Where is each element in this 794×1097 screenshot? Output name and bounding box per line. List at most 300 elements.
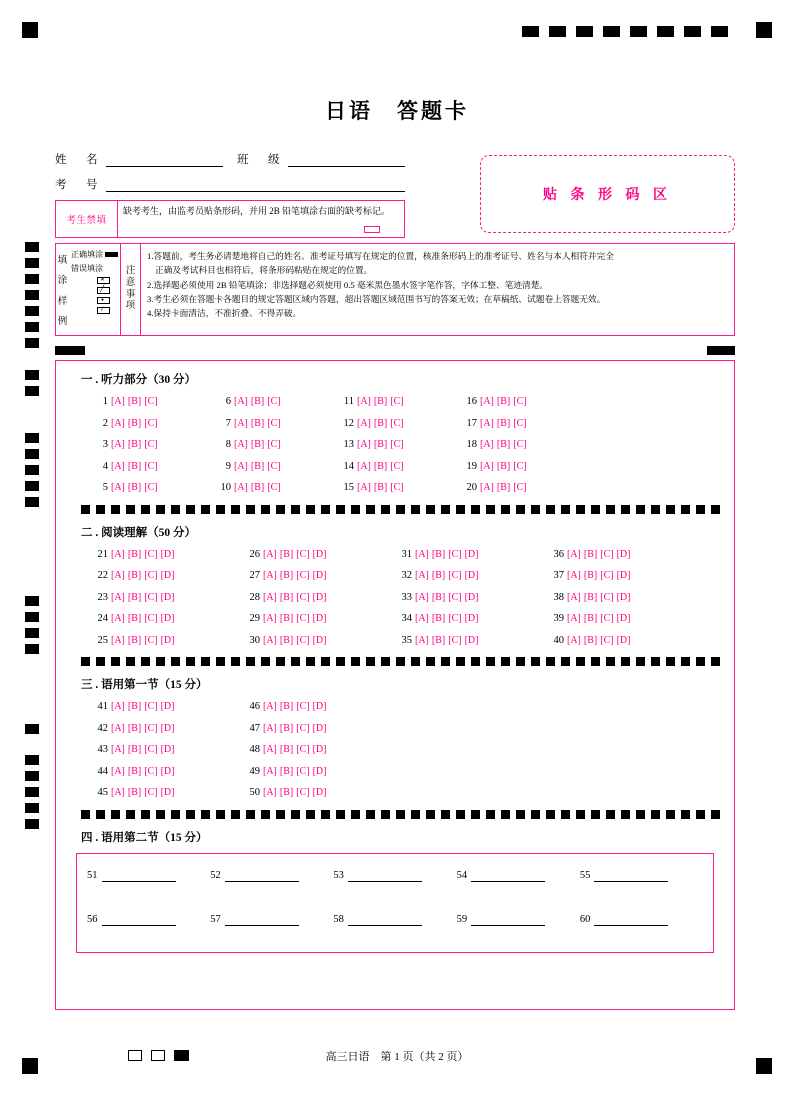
class-input[interactable] (288, 153, 406, 167)
option-bubble[interactable]: [C] (144, 613, 158, 625)
writing-item-line[interactable] (594, 870, 668, 882)
option-bubble[interactable]: [B] (583, 591, 598, 603)
option-bubble[interactable]: [C] (296, 744, 310, 756)
option-bubble[interactable]: [B] (127, 417, 142, 429)
question-45 (92, 787, 244, 798)
question-6 (215, 396, 338, 407)
writing-item-57 (210, 914, 333, 958)
option-bubble[interactable]: [A] (567, 591, 581, 603)
option-bubble[interactable]: [D] (616, 634, 631, 646)
option-bubble[interactable]: [C] (448, 634, 462, 646)
option-bubble[interactable]: [D] (616, 591, 631, 603)
fill-sample (56, 244, 121, 335)
option-bubble[interactable]: [D] (312, 591, 327, 603)
separator-square (591, 657, 600, 666)
option-bubble[interactable]: [B] (279, 548, 294, 560)
option-bubble[interactable]: [C] (267, 460, 281, 472)
option-bubble[interactable]: [B] (279, 722, 294, 734)
option-bubble[interactable]: [B] (250, 396, 265, 408)
separator-square (666, 810, 675, 819)
answer-grid-listening[interactable] (56, 391, 734, 499)
option-bubble[interactable]: [A] (567, 634, 581, 646)
question-34 (396, 613, 548, 624)
separator-square (381, 505, 390, 514)
option-bubble[interactable]: [A] (263, 570, 277, 582)
question-27 (244, 570, 396, 581)
question-number: 37 (553, 570, 564, 582)
option-bubble[interactable]: [A] (111, 722, 125, 734)
question-23 (92, 592, 244, 603)
option-bubble[interactable]: [B] (127, 701, 142, 713)
option-bubble[interactable]: [B] (127, 570, 142, 582)
option-bubble[interactable]: [C] (267, 396, 281, 408)
page-title: 日语 答题卡 (325, 99, 469, 123)
barcode-paste-zone: 贴 条 形 码 区 (480, 155, 735, 233)
option-bubble[interactable]: [B] (496, 417, 511, 429)
option-bubble[interactable]: [C] (144, 482, 158, 494)
option-bubble[interactable]: [B] (127, 744, 142, 756)
writing-item-58 (333, 914, 456, 958)
option-bubble[interactable]: [B] (279, 787, 294, 799)
option-bubble[interactable]: [C] (448, 591, 462, 603)
separator-square (216, 657, 225, 666)
option-bubble[interactable]: [D] (160, 701, 175, 713)
separator-square (591, 505, 600, 514)
option-bubble[interactable]: [B] (279, 591, 294, 603)
option-bubble[interactable]: [C] (267, 482, 281, 494)
option-bubble[interactable]: [B] (583, 613, 598, 625)
option-bubble[interactable]: [A] (263, 701, 277, 713)
option-bubble[interactable]: [C] (448, 613, 462, 625)
option-bubble[interactable]: [C] (144, 591, 158, 603)
question-number: 31 (401, 548, 412, 560)
writing-item-line[interactable] (225, 870, 299, 882)
name-input[interactable] (106, 153, 224, 167)
option-bubble[interactable]: [C] (144, 765, 158, 777)
option-bubble[interactable]: [A] (480, 482, 494, 494)
separator-square (366, 810, 375, 819)
writing-item-line[interactable] (102, 870, 176, 882)
question-number: 12 (343, 417, 354, 429)
option-bubble[interactable]: [D] (616, 570, 631, 582)
separator-square (201, 657, 210, 666)
option-bubble[interactable]: [A] (263, 613, 277, 625)
option-bubble[interactable]: [B] (279, 613, 294, 625)
option-bubble[interactable]: [B] (127, 787, 142, 799)
option-bubble[interactable]: [C] (144, 396, 158, 408)
question-number: 8 (225, 439, 231, 451)
option-bubble[interactable]: [A] (111, 396, 125, 408)
option-bubble[interactable]: [B] (373, 396, 388, 408)
question-number: 10 (220, 482, 231, 494)
answer-row (92, 413, 734, 435)
option-bubble[interactable]: [B] (431, 634, 446, 646)
option-bubble[interactable]: [B] (431, 613, 446, 625)
option-bubble[interactable]: [C] (144, 460, 158, 472)
separator-square (456, 657, 465, 666)
writing-item-number: 59 (456, 913, 468, 925)
question-number: 16 (466, 396, 477, 408)
separator-square (141, 810, 150, 819)
option-bubble[interactable]: [C] (513, 417, 527, 429)
option-bubble[interactable]: [C] (390, 460, 404, 472)
writing-item-line[interactable] (225, 914, 299, 926)
option-bubble[interactable]: [A] (567, 570, 581, 582)
option-bubble[interactable]: [A] (111, 482, 125, 494)
option-bubble[interactable]: [C] (296, 787, 310, 799)
option-bubble[interactable]: [C] (390, 417, 404, 429)
option-bubble[interactable]: [A] (480, 417, 494, 429)
option-bubble[interactable]: [C] (390, 482, 404, 494)
option-bubble[interactable]: [C] (144, 787, 158, 799)
option-bubble[interactable]: [C] (296, 570, 310, 582)
option-bubble[interactable]: [B] (431, 591, 446, 603)
option-bubble[interactable]: [C] (296, 765, 310, 777)
separator-square (441, 810, 450, 819)
separator-square (681, 505, 690, 514)
separator-square (261, 657, 270, 666)
timing-mark-left (25, 465, 39, 475)
answer-grid-reading[interactable] (56, 544, 734, 652)
answer-grid-usage-1[interactable] (56, 696, 734, 804)
option-bubble[interactable]: [D] (464, 613, 479, 625)
option-bubble[interactable]: [D] (160, 722, 175, 734)
option-bubble[interactable]: [C] (144, 722, 158, 734)
option-bubble[interactable]: [B] (279, 744, 294, 756)
option-bubble[interactable]: [A] (111, 634, 125, 646)
separator-square (696, 505, 705, 514)
writing-answer-box[interactable] (76, 853, 714, 953)
question-number: 6 (225, 396, 231, 408)
question-15 (338, 482, 461, 493)
option-bubble[interactable]: [B] (279, 570, 294, 582)
option-bubble[interactable]: [B] (373, 482, 388, 494)
section-separator (56, 505, 734, 514)
question-10 (215, 482, 338, 493)
timing-mark-left (25, 306, 39, 316)
timing-mark-left (25, 787, 39, 797)
option-bubble[interactable]: [C] (296, 548, 310, 560)
separator-square (411, 657, 420, 666)
option-bubble[interactable]: [A] (415, 634, 429, 646)
timing-mark-top (576, 26, 593, 37)
option-bubble[interactable]: [B] (127, 482, 142, 494)
option-bubble[interactable]: [A] (111, 417, 125, 429)
separator-square (201, 810, 210, 819)
option-bubble[interactable]: [D] (160, 765, 175, 777)
option-bubble[interactable]: [B] (127, 634, 142, 646)
option-bubble[interactable]: [B] (127, 765, 142, 777)
option-bubble[interactable]: [C] (448, 570, 462, 582)
question-number: 36 (553, 548, 564, 560)
option-bubble[interactable]: [B] (250, 417, 265, 429)
option-bubble[interactable]: [A] (111, 613, 125, 625)
option-bubble[interactable]: [D] (160, 591, 175, 603)
separator-square (81, 505, 90, 514)
writing-item-number: 58 (333, 913, 344, 925)
option-bubble[interactable]: [D] (160, 570, 175, 582)
separator-square (306, 505, 315, 514)
option-bubble[interactable]: [D] (464, 634, 479, 646)
option-bubble[interactable]: [A] (111, 701, 125, 713)
option-bubble[interactable]: [B] (127, 396, 142, 408)
question-number: 13 (343, 439, 354, 451)
option-bubble[interactable]: [B] (127, 548, 142, 560)
option-bubble[interactable]: [D] (312, 548, 327, 560)
option-bubble[interactable]: [A] (415, 591, 429, 603)
option-bubble[interactable]: [C] (600, 548, 614, 560)
separator-square (186, 505, 195, 514)
option-bubble[interactable]: [A] (111, 439, 125, 451)
option-bubble[interactable]: [C] (600, 634, 614, 646)
separator-square (126, 657, 135, 666)
option-bubble[interactable]: [C] (390, 396, 404, 408)
writing-item-number: 54 (456, 869, 468, 881)
option-bubble[interactable]: [B] (431, 570, 446, 582)
option-bubble[interactable]: [B] (279, 634, 294, 646)
option-bubble[interactable]: [C] (296, 613, 310, 625)
option-bubble[interactable]: [C] (600, 591, 614, 603)
option-bubble[interactable]: [A] (357, 396, 371, 408)
option-bubble[interactable]: [A] (234, 482, 248, 494)
option-bubble[interactable]: [C] (144, 417, 158, 429)
question-25 (92, 635, 244, 646)
option-bubble[interactable]: [C] (296, 634, 310, 646)
question-14 (338, 461, 461, 472)
writing-item-line[interactable] (471, 870, 545, 882)
option-bubble[interactable]: [B] (583, 548, 598, 560)
question-number: 41 (97, 701, 108, 713)
option-bubble[interactable]: [C] (296, 701, 310, 713)
option-bubble[interactable]: [C] (144, 570, 158, 582)
option-bubble[interactable]: [A] (567, 548, 581, 560)
question-44 (92, 766, 244, 777)
option-bubble[interactable]: [B] (279, 765, 294, 777)
option-bubble[interactable]: [A] (357, 417, 371, 429)
option-bubble[interactable]: [B] (583, 570, 598, 582)
option-bubble[interactable]: [D] (464, 591, 479, 603)
option-bubble[interactable]: [A] (234, 417, 248, 429)
option-bubble[interactable]: [A] (263, 787, 277, 799)
separator-square (576, 810, 585, 819)
answer-row (92, 391, 734, 413)
writing-item-line[interactable] (471, 914, 545, 926)
option-bubble[interactable]: [A] (415, 613, 429, 625)
timing-mark-left (25, 370, 39, 380)
option-bubble[interactable]: [A] (415, 548, 429, 560)
option-bubble[interactable]: [D] (160, 787, 175, 799)
option-bubble[interactable]: [D] (160, 548, 175, 560)
option-bubble[interactable]: [A] (567, 613, 581, 625)
frame-mark-right (707, 346, 735, 355)
question-31 (396, 549, 548, 560)
option-bubble[interactable]: [A] (357, 460, 371, 472)
writing-item-line[interactable] (102, 914, 176, 926)
option-bubble[interactable]: [B] (250, 439, 265, 451)
separator-square (276, 505, 285, 514)
option-bubble[interactable]: [A] (263, 722, 277, 734)
option-bubble[interactable]: [B] (373, 417, 388, 429)
option-bubble[interactable]: [C] (513, 396, 527, 408)
option-bubble[interactable]: [D] (312, 787, 327, 799)
option-bubble[interactable]: [A] (357, 439, 371, 451)
separator-square (111, 505, 120, 514)
option-bubble[interactable]: [D] (312, 722, 327, 734)
option-bubble[interactable]: [D] (160, 634, 175, 646)
option-bubble[interactable]: [D] (312, 570, 327, 582)
option-bubble[interactable]: [C] (296, 591, 310, 603)
option-bubble[interactable]: [D] (616, 548, 631, 560)
option-bubble[interactable]: [D] (160, 613, 175, 625)
option-bubble[interactable]: [A] (111, 765, 125, 777)
option-bubble[interactable]: [D] (312, 613, 327, 625)
writing-item-51 (87, 870, 210, 914)
option-bubble[interactable]: [C] (448, 548, 462, 560)
option-bubble[interactable]: [B] (127, 439, 142, 451)
option-bubble[interactable]: [D] (312, 701, 327, 713)
option-bubble[interactable]: [D] (464, 570, 479, 582)
option-bubble[interactable]: [A] (480, 396, 494, 408)
option-bubble[interactable]: [B] (496, 482, 511, 494)
option-bubble[interactable]: [A] (111, 460, 125, 472)
separator-square (126, 505, 135, 514)
option-bubble[interactable]: [B] (496, 460, 511, 472)
option-bubble[interactable]: [A] (480, 439, 494, 451)
question-number: 44 (97, 765, 108, 777)
option-bubble[interactable]: [B] (127, 722, 142, 734)
separator-square (501, 505, 510, 514)
option-bubble[interactable]: [A] (357, 482, 371, 494)
option-bubble[interactable]: [A] (263, 591, 277, 603)
option-bubble[interactable]: [A] (111, 570, 125, 582)
separator-square (516, 657, 525, 666)
question-number: 42 (97, 722, 108, 734)
option-bubble[interactable]: [D] (616, 613, 631, 625)
timing-mark-left (25, 803, 39, 813)
question-40 (548, 635, 700, 646)
option-bubble[interactable]: [C] (600, 570, 614, 582)
option-bubble[interactable]: [A] (263, 765, 277, 777)
question-28 (244, 592, 396, 603)
separator-square (336, 810, 345, 819)
option-bubble[interactable]: [B] (250, 460, 265, 472)
question-20 (461, 482, 584, 493)
option-bubble[interactable]: [A] (111, 548, 125, 560)
answer-row (92, 718, 734, 740)
option-bubble[interactable]: [A] (234, 396, 248, 408)
timing-mark-left (25, 724, 39, 734)
option-bubble[interactable]: [A] (234, 439, 248, 451)
option-bubble[interactable]: [A] (263, 634, 277, 646)
question-number: 4 (102, 460, 108, 472)
option-bubble[interactable]: [A] (111, 591, 125, 603)
separator-square (501, 657, 510, 666)
option-bubble[interactable]: [C] (513, 482, 527, 494)
option-bubble[interactable]: [A] (263, 744, 277, 756)
question-50 (244, 787, 396, 798)
separator-square (516, 810, 525, 819)
option-bubble[interactable]: [A] (415, 570, 429, 582)
option-bubble[interactable]: [B] (496, 396, 511, 408)
answer-row (92, 434, 734, 456)
separator-square (171, 505, 180, 514)
question-number: 45 (97, 787, 108, 799)
option-bubble[interactable]: [C] (390, 439, 404, 451)
question-18 (461, 439, 584, 450)
question-number: 3 (102, 439, 108, 451)
option-bubble[interactable]: [D] (312, 765, 327, 777)
option-bubble[interactable]: [A] (111, 787, 125, 799)
option-bubble[interactable]: [A] (480, 460, 494, 472)
option-bubble[interactable]: [B] (127, 591, 142, 603)
option-bubble[interactable]: [C] (144, 548, 158, 560)
separator-square (531, 657, 540, 666)
separator-square (606, 810, 615, 819)
option-bubble[interactable]: [C] (267, 417, 281, 429)
option-bubble[interactable]: [B] (127, 613, 142, 625)
option-bubble[interactable]: [C] (600, 613, 614, 625)
option-bubble[interactable]: [C] (513, 439, 527, 451)
separator-square (231, 505, 240, 514)
option-bubble[interactable]: [D] (312, 634, 327, 646)
separator-square (471, 505, 480, 514)
option-bubble[interactable]: [B] (127, 460, 142, 472)
question-number: 14 (343, 460, 354, 472)
question-number: 28 (249, 591, 260, 603)
option-bubble[interactable]: [A] (263, 548, 277, 560)
option-bubble[interactable]: [C] (144, 701, 158, 713)
option-bubble[interactable]: [B] (373, 460, 388, 472)
option-bubble[interactable]: [B] (373, 439, 388, 451)
writing-item-line[interactable] (594, 914, 668, 926)
writing-item-number: 55 (579, 869, 591, 881)
separator-square (156, 505, 165, 514)
option-bubble[interactable]: [B] (250, 482, 265, 494)
option-bubble[interactable]: [C] (144, 439, 158, 451)
separator-square (546, 657, 555, 666)
option-bubble[interactable]: [A] (234, 460, 248, 472)
fill-sample-label: 填 涂 样 例 (57, 256, 68, 327)
writing-item-line[interactable] (348, 870, 422, 882)
question-number: 18 (466, 439, 477, 451)
option-bubble[interactable]: [C] (267, 439, 281, 451)
option-bubble[interactable]: [C] (144, 744, 158, 756)
option-bubble[interactable]: [B] (279, 701, 294, 713)
option-bubble[interactable]: [D] (160, 744, 175, 756)
option-bubble[interactable]: [C] (296, 722, 310, 734)
absent-marker-bubble[interactable] (364, 226, 380, 233)
option-bubble[interactable]: [D] (312, 744, 327, 756)
writing-item-line[interactable] (348, 914, 422, 926)
separator-square (516, 505, 525, 514)
separator-square (621, 657, 630, 666)
question-number: 29 (249, 613, 260, 625)
question-number: 15 (343, 482, 354, 494)
option-bubble[interactable]: [D] (464, 548, 479, 560)
option-bubble[interactable]: [B] (431, 548, 446, 560)
option-bubble[interactable]: [B] (583, 634, 598, 646)
option-bubble[interactable]: [C] (144, 634, 158, 646)
timing-mark-top (657, 26, 674, 37)
question-3 (92, 439, 215, 450)
name-label: 姓 名 (55, 154, 102, 166)
exam-no-input[interactable] (106, 178, 406, 192)
question-2 (92, 418, 215, 429)
option-bubble[interactable]: [B] (496, 439, 511, 451)
option-bubble[interactable]: [A] (111, 744, 125, 756)
question-1 (92, 396, 215, 407)
option-bubble[interactable]: [C] (513, 460, 527, 472)
